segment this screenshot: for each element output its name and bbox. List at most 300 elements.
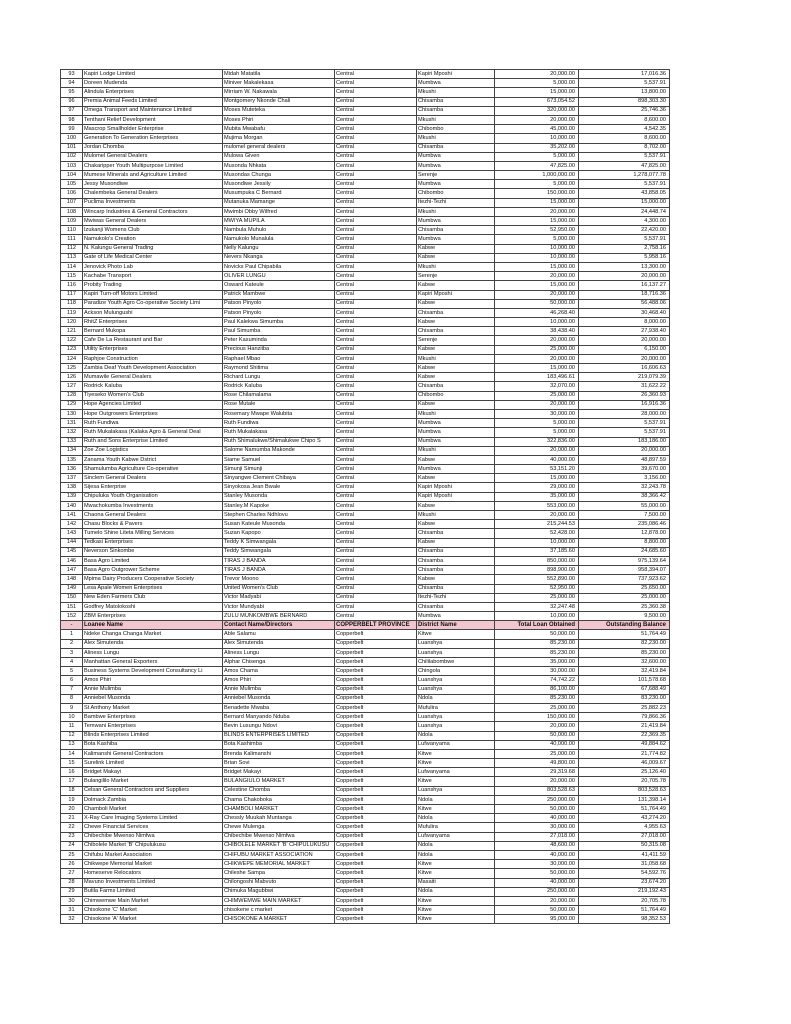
cell-district: Chisamba bbox=[417, 547, 495, 556]
cell-number: 132 bbox=[61, 428, 83, 437]
cell-total-loan: 35,000.00 bbox=[495, 658, 579, 667]
cell-contact-name: Rodrick Kaluba bbox=[223, 382, 335, 391]
cell-total-loan: 20,000.00 bbox=[495, 115, 579, 124]
cell-outstanding-balance: 4,955.63 bbox=[579, 823, 670, 832]
cell-number: 29 bbox=[61, 887, 83, 896]
cell-district: Kitwe bbox=[417, 630, 495, 639]
cell-loanee-name: Zanama Youth Kabwe Dstrict bbox=[83, 455, 223, 464]
cell-outstanding-balance: 737,923.62 bbox=[579, 575, 670, 584]
cell-loanee-name: Chikwepe Memorial Market bbox=[83, 860, 223, 869]
cell-number: 95 bbox=[61, 88, 83, 97]
cell-number: 121 bbox=[61, 327, 83, 336]
cell-outstanding-balance: 5,537.91 bbox=[579, 428, 670, 437]
cell-district: Kabwe bbox=[417, 345, 495, 354]
cell-number: 140 bbox=[61, 501, 83, 510]
cell-contact-name: Brian Sovi bbox=[223, 759, 335, 768]
cell-total-loan: 52,950.00 bbox=[495, 584, 579, 593]
cell-district: Kapiri Mposhi bbox=[417, 492, 495, 501]
cell-outstanding-balance: 8,800.00 bbox=[579, 538, 670, 547]
cell-outstanding-balance: 79,866.36 bbox=[579, 713, 670, 722]
cell-total-loan: 5,000.00 bbox=[495, 152, 579, 161]
cell-loanee-name: Chisokone 'A' Market bbox=[83, 915, 223, 924]
cell-outstanding-balance: 38,366.42 bbox=[579, 492, 670, 501]
cell-province: Copperbelt bbox=[335, 906, 417, 915]
cell-district: Mumbwa bbox=[417, 217, 495, 226]
cell-total-loan: 40,000.00 bbox=[495, 878, 579, 887]
cell-outstanding-balance: 20,000.00 bbox=[579, 336, 670, 345]
table-row bbox=[61, 217, 670, 226]
cell-outstanding-balance: 20,000.00 bbox=[579, 354, 670, 363]
cell-loanee-name: Mwiwas General Dealers bbox=[83, 217, 223, 226]
cell-district: Chisamba bbox=[417, 584, 495, 593]
cell-province: Central bbox=[335, 189, 417, 198]
cell-outstanding-balance: 898,303.30 bbox=[579, 97, 670, 106]
cell-total-loan: 20,000.00 bbox=[495, 446, 579, 455]
cell-province: Copperbelt bbox=[335, 786, 417, 795]
cell-outstanding-balance: 16,916.36 bbox=[579, 400, 670, 409]
cell-province: Central bbox=[335, 474, 417, 483]
cell-total-loan: 150,000.00 bbox=[495, 713, 579, 722]
cell-district: Kabwe bbox=[417, 318, 495, 327]
cell-number: 116 bbox=[61, 281, 83, 290]
cell-number: 114 bbox=[61, 262, 83, 271]
cell-total-loan: 49,800.00 bbox=[495, 759, 579, 768]
cell-number: 93 bbox=[61, 70, 83, 79]
cell-number: 115 bbox=[61, 272, 83, 281]
cell-number: 22 bbox=[61, 823, 83, 832]
table-body bbox=[61, 70, 670, 924]
table-row bbox=[61, 575, 670, 584]
cell-loanee-name: St Anthony Market bbox=[83, 703, 223, 712]
cell-district: Lufwanyama bbox=[417, 740, 495, 749]
cell-total-loan: 250,000.00 bbox=[495, 795, 579, 804]
cell-loanee-name: Shamulumba Agriculture Co-operative bbox=[83, 465, 223, 474]
table-row bbox=[61, 694, 670, 703]
cell-number: 127 bbox=[61, 382, 83, 391]
cell-province: Copperbelt bbox=[335, 795, 417, 804]
cell-loanee-name: RhitZ Enterprises bbox=[83, 318, 223, 327]
cell-district: Chisamba bbox=[417, 143, 495, 152]
header-outstanding-balance: Outstanding Balance bbox=[579, 621, 670, 630]
cell-number: 142 bbox=[61, 520, 83, 529]
cell-total-loan: 38,438.40 bbox=[495, 327, 579, 336]
cell-province: Central bbox=[335, 465, 417, 474]
cell-loanee-name: Chewe Financial Services bbox=[83, 823, 223, 832]
cell-province: Central bbox=[335, 88, 417, 97]
cell-outstanding-balance: 46,009.67 bbox=[579, 759, 670, 768]
cell-outstanding-balance: 23,674.20 bbox=[579, 878, 670, 887]
table-row bbox=[61, 161, 670, 170]
table-row bbox=[61, 345, 670, 354]
cell-contact-name: Alphar Chisenga bbox=[223, 658, 335, 667]
cell-contact-name: Amos Chama bbox=[223, 667, 335, 676]
table-row bbox=[61, 795, 670, 804]
cell-number: 24 bbox=[61, 841, 83, 850]
cell-total-loan: 673,054.52 bbox=[495, 97, 579, 106]
cell-total-loan: 1,000,000.00 bbox=[495, 171, 579, 180]
cell-province: Copperbelt bbox=[335, 814, 417, 823]
cell-district: Luanshya bbox=[417, 639, 495, 648]
cell-outstanding-balance: 43,274.20 bbox=[579, 814, 670, 823]
cell-loanee-name: Mumese Minerals and Agriculture Limited bbox=[83, 171, 223, 180]
cell-contact-name: CHIMWEMWE MAIN MARKET bbox=[223, 896, 335, 905]
cell-loanee-name: Izukanji Womens Club bbox=[83, 226, 223, 235]
table-row bbox=[61, 566, 670, 575]
cell-contact-name: Patson Pinyolo bbox=[223, 299, 335, 308]
cell-district: Chililabombwe bbox=[417, 658, 495, 667]
cell-total-loan: 50,000.00 bbox=[495, 630, 579, 639]
cell-loanee-name: Kapiri Turn-off Motors Limited bbox=[83, 290, 223, 299]
table-row bbox=[61, 823, 670, 832]
cell-contact-name: Salome Namumba Makonde bbox=[223, 446, 335, 455]
cell-contact-name: BLINDS ENTERPRISES LIMITED bbox=[223, 731, 335, 740]
cell-province: Copperbelt bbox=[335, 731, 417, 740]
table-row bbox=[61, 483, 670, 492]
cell-district: Chisamba bbox=[417, 308, 495, 317]
cell-number: 123 bbox=[61, 345, 83, 354]
cell-total-loan: 10,000.00 bbox=[495, 538, 579, 547]
cell-outstanding-balance: 16,137.27 bbox=[579, 281, 670, 290]
cell-district: Chisamba bbox=[417, 529, 495, 538]
cell-total-loan: 20,000.00 bbox=[495, 896, 579, 905]
cell-number: 133 bbox=[61, 437, 83, 446]
cell-outstanding-balance: 47,825.00 bbox=[579, 161, 670, 170]
cell-outstanding-balance: 131,398.14 bbox=[579, 795, 670, 804]
table-row bbox=[61, 759, 670, 768]
table-row bbox=[61, 281, 670, 290]
cell-loanee-name: Basa Agro Limited bbox=[83, 556, 223, 565]
cell-province: Central bbox=[335, 446, 417, 455]
cell-district: Kabwe bbox=[417, 538, 495, 547]
cell-province: Central bbox=[335, 272, 417, 281]
cell-district: Mumbwa bbox=[417, 437, 495, 446]
cell-outstanding-balance: 9,500.00 bbox=[579, 612, 670, 621]
cell-number: 8 bbox=[61, 694, 83, 703]
cell-total-loan: 10,000.00 bbox=[495, 612, 579, 621]
cell-district: Mkushi bbox=[417, 207, 495, 216]
cell-province: Central bbox=[335, 419, 417, 428]
cell-outstanding-balance: 5,537.91 bbox=[579, 79, 670, 88]
table-row bbox=[61, 630, 670, 639]
cell-outstanding-balance: 21,419.84 bbox=[579, 722, 670, 731]
cell-total-loan: 150,000.00 bbox=[495, 189, 579, 198]
cell-total-loan: 40,000.00 bbox=[495, 740, 579, 749]
cell-contact-name: Able Salamu bbox=[223, 630, 335, 639]
cell-province: Copperbelt bbox=[335, 703, 417, 712]
cell-loanee-name: Dolmack Zambia bbox=[83, 795, 223, 804]
cell-outstanding-balance: 55,000.00 bbox=[579, 501, 670, 510]
table-row bbox=[61, 749, 670, 758]
cell-number: 151 bbox=[61, 602, 83, 611]
cell-total-loan: 50,000.00 bbox=[495, 731, 579, 740]
cell-total-loan: 250,000.00 bbox=[495, 887, 579, 896]
cell-number: 1 bbox=[61, 630, 83, 639]
cell-district: Kabwe bbox=[417, 364, 495, 373]
cell-loanee-name: Amos Phiri bbox=[83, 676, 223, 685]
cell-district: Chibombo bbox=[417, 189, 495, 198]
cell-outstanding-balance: 56,488.06 bbox=[579, 299, 670, 308]
cell-loanee-name: Homeserve Relocators bbox=[83, 869, 223, 878]
cell-province: Copperbelt bbox=[335, 768, 417, 777]
cell-loanee-name: Kapiri Lodge Limited bbox=[83, 70, 223, 79]
cell-number: 106 bbox=[61, 189, 83, 198]
cell-loanee-name: Tenthani Relief Development bbox=[83, 115, 223, 124]
cell-outstanding-balance: 32,243.78 bbox=[579, 483, 670, 492]
cell-number: 26 bbox=[61, 860, 83, 869]
cell-district: Kabwe bbox=[417, 400, 495, 409]
cell-contact-name: Aliness Lungu bbox=[223, 648, 335, 657]
cell-total-loan: 553,000.00 bbox=[495, 501, 579, 510]
cell-number: 147 bbox=[61, 566, 83, 575]
cell-contact-name: Chilongoshi Mabvuto bbox=[223, 878, 335, 887]
cell-number: 12 bbox=[61, 731, 83, 740]
cell-province: Central bbox=[335, 207, 417, 216]
cell-province: Central bbox=[335, 171, 417, 180]
cell-outstanding-balance: 50,315.08 bbox=[579, 841, 670, 850]
cell-number: 21 bbox=[61, 814, 83, 823]
cell-total-loan: 20,000.00 bbox=[495, 722, 579, 731]
cell-loanee-name: Temwani Enterprises bbox=[83, 722, 223, 731]
cell-outstanding-balance: 39,670.00 bbox=[579, 465, 670, 474]
cell-outstanding-balance: 2,758.16 bbox=[579, 244, 670, 253]
cell-total-loan: 52,950.00 bbox=[495, 226, 579, 235]
cell-district: Ndola bbox=[417, 731, 495, 740]
cell-district: Luanshya bbox=[417, 786, 495, 795]
cell-outstanding-balance: 25,126.40 bbox=[579, 768, 670, 777]
cell-outstanding-balance: 5,537.91 bbox=[579, 152, 670, 161]
table-row bbox=[61, 501, 670, 510]
cell-district: Kapiri Mposhi bbox=[417, 70, 495, 79]
cell-contact-name: Stanley Musonda bbox=[223, 492, 335, 501]
cell-contact-name: Musondas Chunga bbox=[223, 171, 335, 180]
cell-province: Central bbox=[335, 511, 417, 520]
table-row bbox=[61, 400, 670, 409]
cell-province: Central bbox=[335, 492, 417, 501]
cell-outstanding-balance: 6,150.00 bbox=[579, 345, 670, 354]
cell-loanee-name: Ruth Mukalakasa (Kalaka Agro & General Deal bbox=[83, 428, 223, 437]
cell-outstanding-balance: 85,230.00 bbox=[579, 648, 670, 657]
cell-province: Central bbox=[335, 253, 417, 262]
cell-province: Copperbelt bbox=[335, 759, 417, 768]
cell-outstanding-balance: 219,079.39 bbox=[579, 373, 670, 382]
table-row bbox=[61, 79, 670, 88]
cell-contact-name: Chileshe Sampa bbox=[223, 869, 335, 878]
cell-province: Copperbelt bbox=[335, 630, 417, 639]
cell-contact-name: MWIYA MUPILA bbox=[223, 217, 335, 226]
cell-district: Kitwe bbox=[417, 906, 495, 915]
cell-number: 31 bbox=[61, 906, 83, 915]
cell-number: 97 bbox=[61, 106, 83, 115]
cell-total-loan: 32,247.48 bbox=[495, 602, 579, 611]
cell-total-loan: 320,000.00 bbox=[495, 106, 579, 115]
cell-province: Central bbox=[335, 97, 417, 106]
cell-province: Central bbox=[335, 566, 417, 575]
cell-contact-name: ZULU MUNKOMBWE BERNARD bbox=[223, 612, 335, 621]
cell-province: Central bbox=[335, 134, 417, 143]
cell-province: Central bbox=[335, 529, 417, 538]
cell-outstanding-balance: 82,230.00 bbox=[579, 639, 670, 648]
cell-number: 105 bbox=[61, 180, 83, 189]
cell-outstanding-balance: 54,592.76 bbox=[579, 869, 670, 878]
header-loanee-name: Loanee Name bbox=[83, 621, 223, 630]
cell-contact-name: Teddy K Simwangala bbox=[223, 538, 335, 547]
cell-total-loan: 20,000.00 bbox=[495, 70, 579, 79]
cell-district: Chingola bbox=[417, 667, 495, 676]
cell-district: Serenje bbox=[417, 171, 495, 180]
cell-province: Central bbox=[335, 281, 417, 290]
cell-contact-name: Rosemary Mwape Walubita bbox=[223, 409, 335, 418]
cell-outstanding-balance: 22,369.35 bbox=[579, 731, 670, 740]
table-row bbox=[61, 125, 670, 134]
cell-contact-name: OLIVER LUNGU bbox=[223, 272, 335, 281]
table-row bbox=[61, 768, 670, 777]
table-row bbox=[61, 272, 670, 281]
cell-number: 128 bbox=[61, 391, 83, 400]
cell-loanee-name: Probity Trading bbox=[83, 281, 223, 290]
table-row bbox=[61, 896, 670, 905]
table-row bbox=[61, 667, 670, 676]
cell-province: Copperbelt bbox=[335, 676, 417, 685]
cell-contact-name: TIRAS J BANDA bbox=[223, 556, 335, 565]
cell-district: Kabwe bbox=[417, 253, 495, 262]
table-row bbox=[61, 538, 670, 547]
cell-number: 143 bbox=[61, 529, 83, 538]
cell-district: Mumbwa bbox=[417, 235, 495, 244]
cell-outstanding-balance: 8,600.00 bbox=[579, 115, 670, 124]
cell-total-loan: 95,000.00 bbox=[495, 915, 579, 924]
cell-total-loan: 25,000.00 bbox=[495, 391, 579, 400]
cell-number: 112 bbox=[61, 244, 83, 253]
table-row bbox=[61, 318, 670, 327]
cell-province: Copperbelt bbox=[335, 841, 417, 850]
cell-number: 118 bbox=[61, 299, 83, 308]
cell-loanee-name: Mavuno Investments Limited bbox=[83, 878, 223, 887]
cell-total-loan: 40,000.00 bbox=[495, 455, 579, 464]
cell-province: Copperbelt bbox=[335, 887, 417, 896]
cell-district: Kapiri Mposhi bbox=[417, 483, 495, 492]
cell-loanee-name: Jessy Musondiwe bbox=[83, 180, 223, 189]
cell-total-loan: 29,000.00 bbox=[495, 483, 579, 492]
table-row bbox=[61, 437, 670, 446]
cell-district: Mumbwa bbox=[417, 428, 495, 437]
cell-loanee-name: Generation To Generation Enterprises bbox=[83, 134, 223, 143]
cell-total-loan: 15,000.00 bbox=[495, 474, 579, 483]
cell-district: Kabwe bbox=[417, 244, 495, 253]
cell-number: 108 bbox=[61, 207, 83, 216]
cell-province: Central bbox=[335, 437, 417, 446]
cell-loanee-name: Hope Agencies Limited bbox=[83, 400, 223, 409]
cell-province: Central bbox=[335, 364, 417, 373]
cell-province: Central bbox=[335, 106, 417, 115]
table-row bbox=[61, 299, 670, 308]
cell-number: 102 bbox=[61, 152, 83, 161]
cell-contact-name: Mulowa Given bbox=[223, 152, 335, 161]
cell-outstanding-balance: 51,764.49 bbox=[579, 630, 670, 639]
cell-number: 152 bbox=[61, 612, 83, 621]
table-row bbox=[61, 171, 670, 180]
cell-total-loan: 15,000.00 bbox=[495, 281, 579, 290]
cell-loanee-name: Chipuluka Youth Organisation bbox=[83, 492, 223, 501]
cell-number: 104 bbox=[61, 171, 83, 180]
cell-district: Ndola bbox=[417, 814, 495, 823]
cell-total-loan: 183,496.61 bbox=[495, 373, 579, 382]
cell-loanee-name: Cafe De La Restaurant and Bar bbox=[83, 336, 223, 345]
cell-outstanding-balance: 4,542.35 bbox=[579, 125, 670, 134]
table-row bbox=[61, 189, 670, 198]
cell-number: 94 bbox=[61, 79, 83, 88]
cell-contact-name: Brenda Kalimanshi bbox=[223, 749, 335, 758]
cell-province: Central bbox=[335, 501, 417, 510]
table-row bbox=[61, 143, 670, 152]
cell-contact-name: Raphael Mbao bbox=[223, 354, 335, 363]
cell-outstanding-balance: 28,000.00 bbox=[579, 409, 670, 418]
cell-contact-name: Trevor Moono bbox=[223, 575, 335, 584]
cell-loanee-name: Raphjoe Construction bbox=[83, 354, 223, 363]
cell-loanee-name: N. Kalungu General Trading bbox=[83, 244, 223, 253]
cell-number: 103 bbox=[61, 161, 83, 170]
cell-number: 138 bbox=[61, 483, 83, 492]
cell-total-loan: 25,000.00 bbox=[495, 703, 579, 712]
cell-number: 126 bbox=[61, 373, 83, 382]
cell-outstanding-balance: 30,468.40 bbox=[579, 308, 670, 317]
cell-district: Chisamba bbox=[417, 327, 495, 336]
cell-loanee-name: Omega Transport and Maintenance Limited bbox=[83, 106, 223, 115]
cell-loanee-name: Celsan General Contractors and Suppliers bbox=[83, 786, 223, 795]
cell-loanee-name: Mumawile General Dealers bbox=[83, 373, 223, 382]
cell-loanee-name: Mulomel General Dealers bbox=[83, 152, 223, 161]
cell-total-loan: 27,018.00 bbox=[495, 832, 579, 841]
cell-loanee-name: Blinds Enterprises Limited bbox=[83, 731, 223, 740]
cell-outstanding-balance: 22,420.00 bbox=[579, 226, 670, 235]
cell-province: Central bbox=[335, 244, 417, 253]
table-row bbox=[61, 713, 670, 722]
cell-number: 125 bbox=[61, 364, 83, 373]
cell-total-loan: 40,000.00 bbox=[495, 850, 579, 859]
cell-number: 3 bbox=[61, 648, 83, 657]
cell-district: Ndola bbox=[417, 694, 495, 703]
cell-district: Mumbwa bbox=[417, 419, 495, 428]
cell-district: Kitwe bbox=[417, 915, 495, 924]
cell-number: 149 bbox=[61, 584, 83, 593]
cell-total-loan: 20,000.00 bbox=[495, 272, 579, 281]
cell-total-loan: 86,100.00 bbox=[495, 685, 579, 694]
cell-outstanding-balance: 20,000.00 bbox=[579, 446, 670, 455]
cell-province: Central bbox=[335, 428, 417, 437]
cell-loanee-name: Tumelo Shine Liteta Milling Services bbox=[83, 529, 223, 538]
cell-province: Central bbox=[335, 152, 417, 161]
cell-total-loan: 30,000.00 bbox=[495, 860, 579, 869]
cell-outstanding-balance: 13,800.00 bbox=[579, 88, 670, 97]
cell-outstanding-balance: 1,278,077.78 bbox=[579, 171, 670, 180]
cell-total-loan: 15,000.00 bbox=[495, 262, 579, 271]
cell-loanee-name: Zoe Zoe Logistics bbox=[83, 446, 223, 455]
table-row bbox=[61, 106, 670, 115]
cell-contact-name: Victor Madyabi bbox=[223, 593, 335, 602]
cell-contact-name: Suzan Kapopo bbox=[223, 529, 335, 538]
cell-number: 27 bbox=[61, 869, 83, 878]
cell-total-loan: 20,000.00 bbox=[495, 511, 579, 520]
cell-loanee-name: Alindula Enterprises bbox=[83, 88, 223, 97]
cell-district: Ndola bbox=[417, 841, 495, 850]
cell-district: Mufulira bbox=[417, 703, 495, 712]
cell-province: Copperbelt bbox=[335, 722, 417, 731]
cell-number: 101 bbox=[61, 143, 83, 152]
table-row bbox=[61, 520, 670, 529]
cell-total-loan: 322,836.00 bbox=[495, 437, 579, 446]
table-row bbox=[61, 207, 670, 216]
cell-total-loan: 15,000.00 bbox=[495, 198, 579, 207]
cell-loanee-name: Kachabe Transport bbox=[83, 272, 223, 281]
